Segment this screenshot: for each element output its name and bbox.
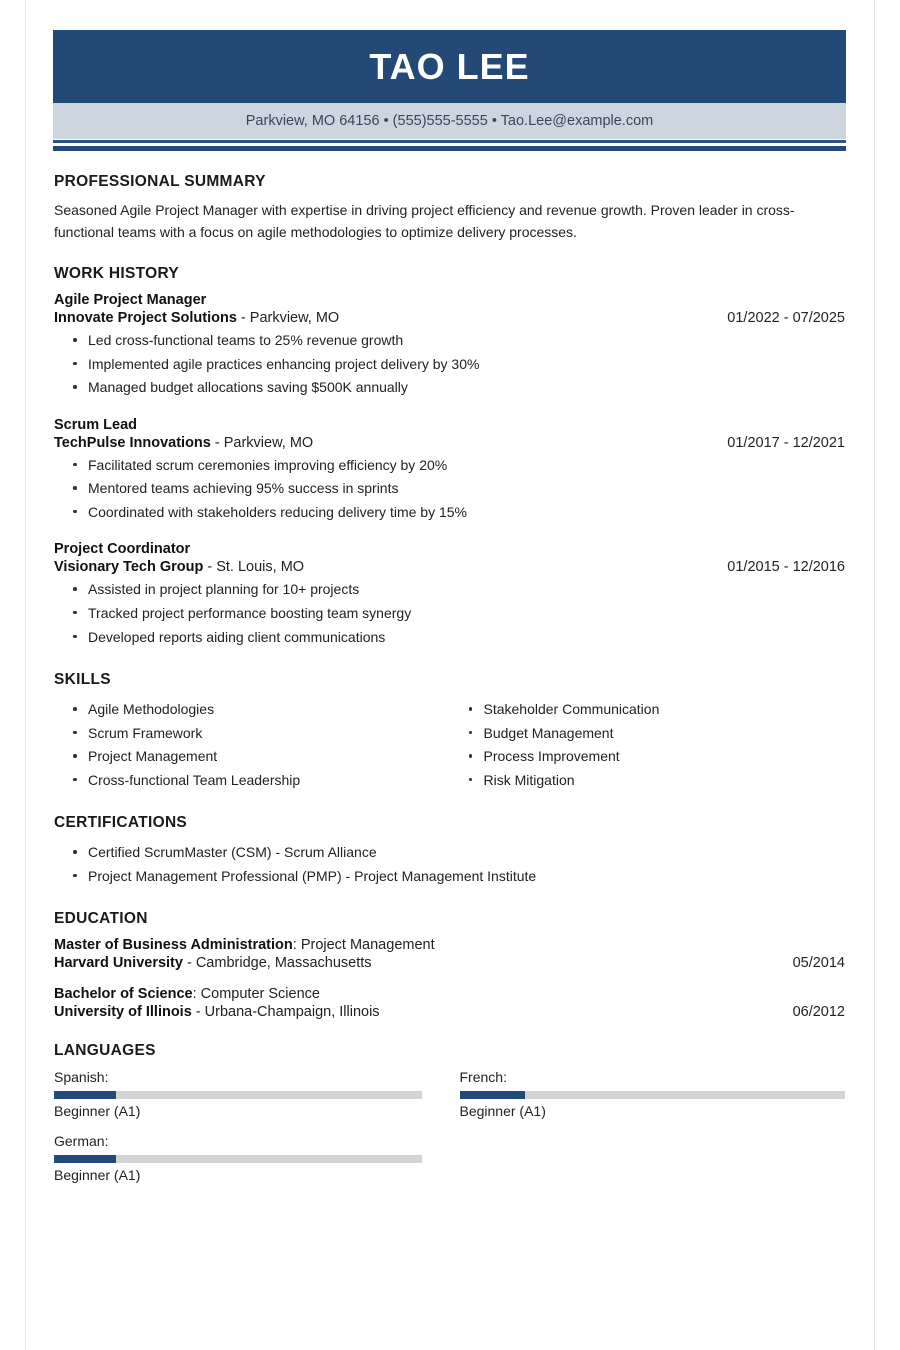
job-organization: TechPulse Innovations [54, 434, 211, 451]
language-proficiency-bar [54, 1091, 422, 1099]
section-heading-education: EDUCATION [54, 910, 148, 928]
list-item: Stakeholder Communication [450, 698, 846, 722]
job-org-line [54, 310, 845, 326]
job-org-line [54, 435, 845, 451]
contact-line: Parkview, MO 64156 • (555)555-5555 • Tao.Lee@example.com [245, 113, 654, 129]
header-rule-thick [53, 146, 846, 151]
list-item: Project Management Professional (PMP) - Project Management Institute [54, 865, 845, 889]
list-item: Led cross-functional teams to 25% revenue growth [54, 329, 845, 353]
job-organization: Innovate Project Solutions [54, 310, 237, 327]
resume-header [53, 30, 846, 151]
list-item: Process Improvement [450, 745, 846, 769]
section-heading-certifications: CERTIFICATIONS [54, 814, 188, 832]
job-org-location [54, 559, 304, 575]
education-location: - Urbana-Champaign, Illinois [191, 1004, 380, 1021]
languages-grid [54, 1069, 845, 1197]
list-item: Project Management [54, 745, 450, 769]
language-name: German: [54, 1133, 109, 1150]
job-org-line [54, 559, 845, 575]
education-school-line [54, 1004, 845, 1020]
contact-band [53, 103, 846, 139]
job-bullet-list [54, 578, 845, 649]
education-location: - Cambridge, Massachusetts [182, 955, 372, 972]
list-item: Tracked project performance boosting team synergy [54, 602, 845, 626]
certifications-list [54, 841, 845, 888]
job-organization: Visionary Tech Group [54, 559, 204, 576]
education-date: 05/2014 [792, 955, 845, 972]
education-school-location [54, 955, 372, 971]
job-dates: 01/2022 - 07/2025 [727, 310, 845, 327]
education-degree: Bachelor of Science [54, 986, 193, 1003]
section-heading-summary: PROFESSIONAL SUMMARY [54, 173, 266, 190]
skills-column-right [450, 698, 846, 792]
job-dates: 01/2015 - 12/2016 [727, 559, 845, 576]
education-school-line [54, 955, 845, 971]
work-entry [54, 541, 845, 649]
language-item [54, 1133, 450, 1183]
job-title: Project Coordinator [54, 541, 191, 558]
education-field: : Computer Science [192, 986, 320, 1003]
language-proficiency-fill [460, 1091, 526, 1099]
candidate-name: TAO LEE [369, 45, 530, 87]
job-location: - St. Louis, MO [203, 559, 305, 576]
document-sheet [25, 0, 875, 1350]
list-item: Risk Mitigation [450, 769, 846, 793]
list-item: Assisted in project planning for 10+ projects [54, 578, 845, 602]
education-school: University of Illinois [54, 1004, 192, 1021]
language-level: Beginner (A1) [54, 1103, 141, 1120]
skills-column-left [54, 698, 450, 792]
education-degree-line [54, 937, 845, 953]
job-location: - Parkview, MO [236, 310, 340, 327]
section-heading-work-history: WORK HISTORY [54, 265, 180, 283]
job-bullet-list [54, 454, 845, 525]
education-entry [54, 986, 845, 1020]
job-dates: 01/2017 - 12/2021 [727, 434, 845, 451]
language-proficiency-bar [460, 1091, 846, 1099]
education-degree: Master of Business Administration [54, 937, 293, 954]
list-item: Cross-functional Team Leadership [54, 769, 450, 793]
education-entry [54, 937, 845, 971]
job-org-location [54, 435, 313, 451]
list-item: Coordinated with stakeholders reducing delivery time by 15% [54, 501, 845, 525]
job-org-location [54, 310, 339, 326]
section-heading-skills: SKILLS [54, 671, 111, 689]
language-item [54, 1069, 450, 1119]
section-heading-languages: LANGUAGES [54, 1042, 156, 1060]
education-degree-line [54, 986, 845, 1002]
list-item: Agile Methodologies [54, 698, 450, 722]
summary-text: Seasoned Agile Project Manager with expertise in driving project efficiency and revenue growth. Proven leader in cross-functional teams with a focus on agile methodologies to optimize delivery processes. [54, 202, 795, 240]
language-name: French: [459, 1069, 507, 1086]
education-date: 06/2012 [792, 1004, 845, 1021]
language-level: Beginner (A1) [54, 1167, 141, 1184]
list-item: Facilitated scrum ceremonies improving efficiency by 20% [54, 454, 845, 478]
name-band [53, 30, 846, 103]
list-item: Scrum Framework [54, 722, 450, 746]
language-name: Spanish: [54, 1069, 109, 1086]
education-school-location [54, 1004, 380, 1020]
list-item: Developed reports aiding client communications [54, 626, 845, 650]
language-item [450, 1069, 846, 1119]
language-level: Beginner (A1) [459, 1103, 546, 1120]
skills-columns [54, 698, 845, 792]
education-field: : Project Management [292, 937, 435, 954]
job-bullet-list [54, 329, 845, 400]
job-title: Agile Project Manager [54, 292, 207, 309]
list-item: Managed budget allocations saving $500K annually [54, 376, 845, 400]
education-school: Harvard University [54, 955, 183, 972]
work-entry [54, 292, 845, 400]
list-item: Mentored teams achieving 95% success in sprints [54, 477, 845, 501]
job-title: Scrum Lead [54, 416, 137, 433]
language-proficiency-fill [54, 1091, 116, 1099]
list-item: Implemented agile practices enhancing project delivery by 30% [54, 353, 845, 377]
language-proficiency-bar [54, 1155, 422, 1163]
list-item: Budget Management [450, 722, 846, 746]
list-item: Certified ScrumMaster (CSM) - Scrum Alliance [54, 841, 845, 865]
language-proficiency-fill [54, 1155, 116, 1163]
work-entry [54, 417, 845, 525]
job-location: - Parkview, MO [210, 434, 314, 451]
